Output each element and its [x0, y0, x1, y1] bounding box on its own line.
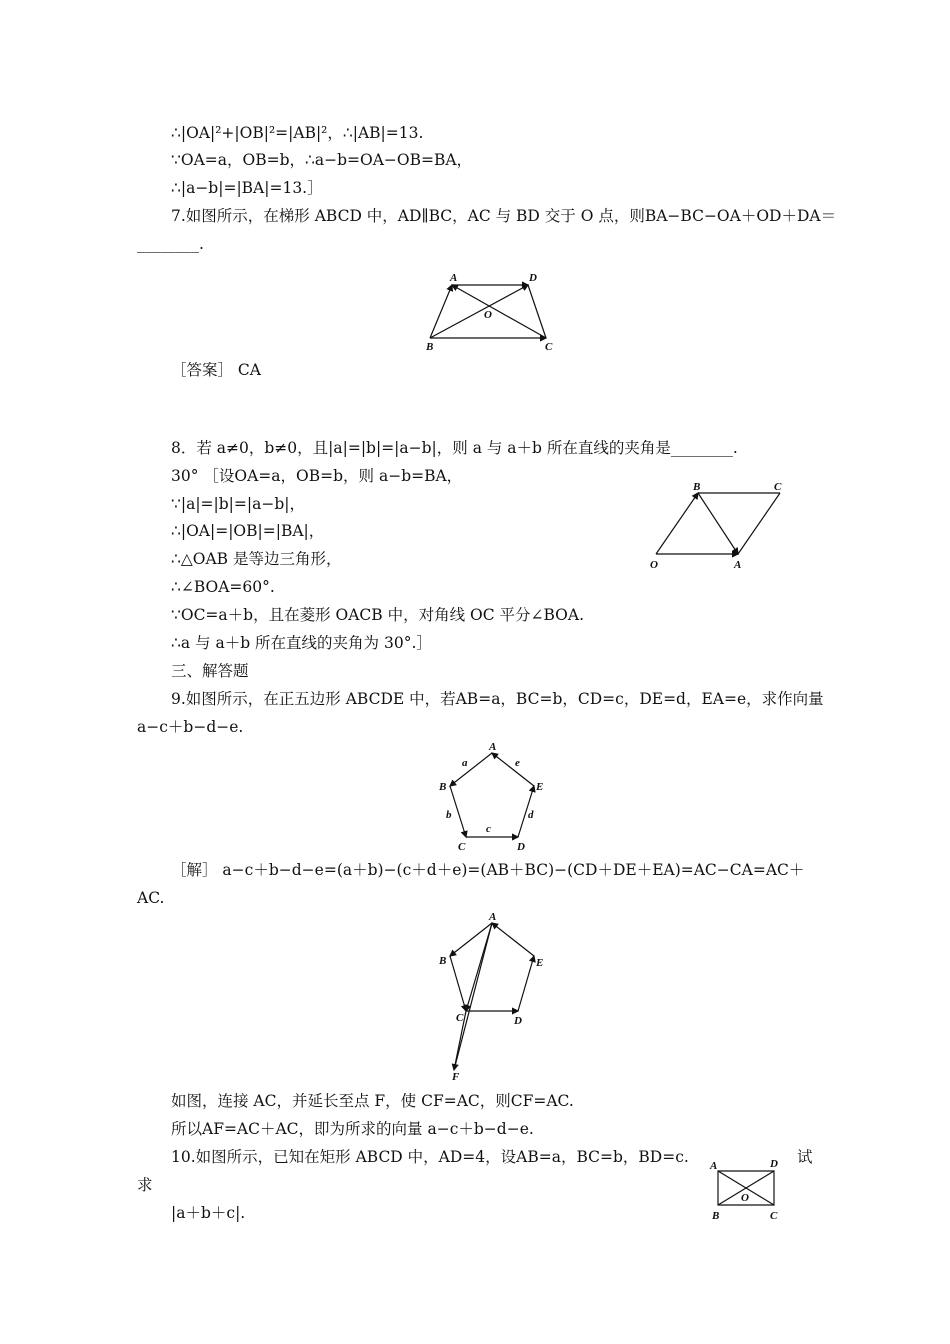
solution-8-line-4: ∴△OAB 是等边三角形， — [171, 550, 342, 568]
solution-9-step-2: 所以AF=AC＋AC，即为所求的向量 a−c＋b−d−e. — [171, 1120, 534, 1138]
question-10-try: 试 — [797, 1148, 813, 1166]
pent-label-vec-c: c — [486, 823, 491, 835]
solution-9: ［解］ a−c＋b−d−e=(a＋b)−(c＋d＋e)=(AB＋BC)−(CD＋DE＋EA)=AC−CA=AC＋ — [171, 861, 805, 879]
pent2-label-c: C — [456, 1012, 464, 1024]
answer-7: ［答案］ CA — [171, 361, 261, 379]
solution-8-line-2: ∵|a|=|b|=|a−b|， — [171, 495, 305, 513]
pentagon-figure — [430, 738, 550, 856]
question-10-ask: 求 — [137, 1176, 153, 1194]
rhombus-figure — [642, 478, 792, 574]
rh-label-a: A — [734, 559, 742, 571]
pent2-label-e: E — [536, 957, 544, 969]
trap-label-d: D — [529, 272, 537, 284]
trap-label-a: A — [450, 272, 458, 284]
question-10-expression: |a＋b＋c|. — [171, 1204, 246, 1222]
solution-9-step-1: 如图，连接 AC，并延长至点 F，使 CF=AC，则CF=AC. — [171, 1092, 574, 1110]
pent-label-vec-a: a — [462, 757, 468, 769]
rect-label-c: C — [770, 1210, 778, 1222]
line-3: ∴|a−b|=|BA|=13.］ — [171, 179, 323, 197]
rh-label-o: O — [650, 559, 658, 571]
pent-label-b: B — [439, 781, 447, 793]
rh-label-c: C — [774, 481, 782, 493]
question-10: 10.如图所示，已知在矩形 ABCD 中，AD=4，设AB=a，BC=b，BD=c. — [171, 1148, 689, 1166]
pent2-label-f: F — [452, 1071, 460, 1083]
trap-label-o: O — [484, 309, 492, 321]
question-9: 9.如图所示，在正五边形 ABCDE 中，若AB=a，BC=b，CD=c，DE=d，EA=e，求作向量 — [171, 690, 824, 708]
question-7: 7.如图所示，在梯形 ABCD 中，AD∥BC，AC 与 BD 交于 O 点，则BA−BC−OA＋OD＋DA＝ — [171, 207, 837, 225]
line-2: ∵OA=a，OB=b，∴a−b=OA−OB=BA， — [171, 151, 473, 169]
solution-8-line-5: ∴∠BOA=60°. — [171, 578, 275, 596]
rectangle-figure — [706, 1155, 786, 1225]
line-1: ∴|OA|²+|OB|²=|AB|²，∴|AB|=13. — [171, 124, 424, 142]
pent-label-d: D — [517, 841, 525, 853]
pentagon-construction-figure — [430, 908, 560, 1084]
solution-9-cont: AC. — [137, 889, 165, 907]
solution-8-line-6: ∵OC=a＋b，且在菱形 OACB 中，对角线 OC 平分∠BOA. — [171, 606, 584, 624]
pent-label-c: C — [458, 841, 466, 853]
pent2-label-d: D — [514, 1015, 522, 1027]
pent-label-vec-b: b — [446, 809, 452, 821]
rect-label-o: O — [741, 1192, 749, 1204]
pent2-label-b: B — [439, 955, 447, 967]
pent-label-e: E — [536, 781, 544, 793]
rect-label-a: A — [710, 1160, 718, 1172]
question-9-expression: a−c＋b−d−e. — [137, 718, 244, 736]
trap-label-b: B — [426, 341, 434, 353]
solution-8-line-7: ∴a 与 a＋b 所在直线的夹角为 30°.］ — [171, 634, 432, 652]
rh-label-b: B — [693, 481, 701, 493]
pent-label-vec-e: e — [515, 757, 520, 769]
solution-8-line-1: 30° ［设OA=a，OB=b，则 a−b=BA， — [171, 467, 463, 485]
trap-label-c: C — [545, 341, 553, 353]
pent-label-vec-d: d — [528, 809, 534, 821]
trapezoid-figure — [420, 268, 560, 354]
pent-label-a: A — [489, 741, 497, 753]
rect-label-b: B — [712, 1210, 720, 1222]
question-8: 8．若 a≠0，b≠0，且|a|=|b|=|a−b|，则 a 与 a＋b 所在直线的夹角是________. — [171, 439, 738, 457]
question-7-blank: ________. — [137, 235, 204, 253]
pent2-label-a: A — [489, 911, 497, 923]
solution-8-line-3: ∴|OA|=|OB|=|BA|， — [171, 522, 325, 540]
section-3-heading: 三、解答题 — [171, 662, 249, 680]
rect-label-d: D — [770, 1158, 778, 1170]
